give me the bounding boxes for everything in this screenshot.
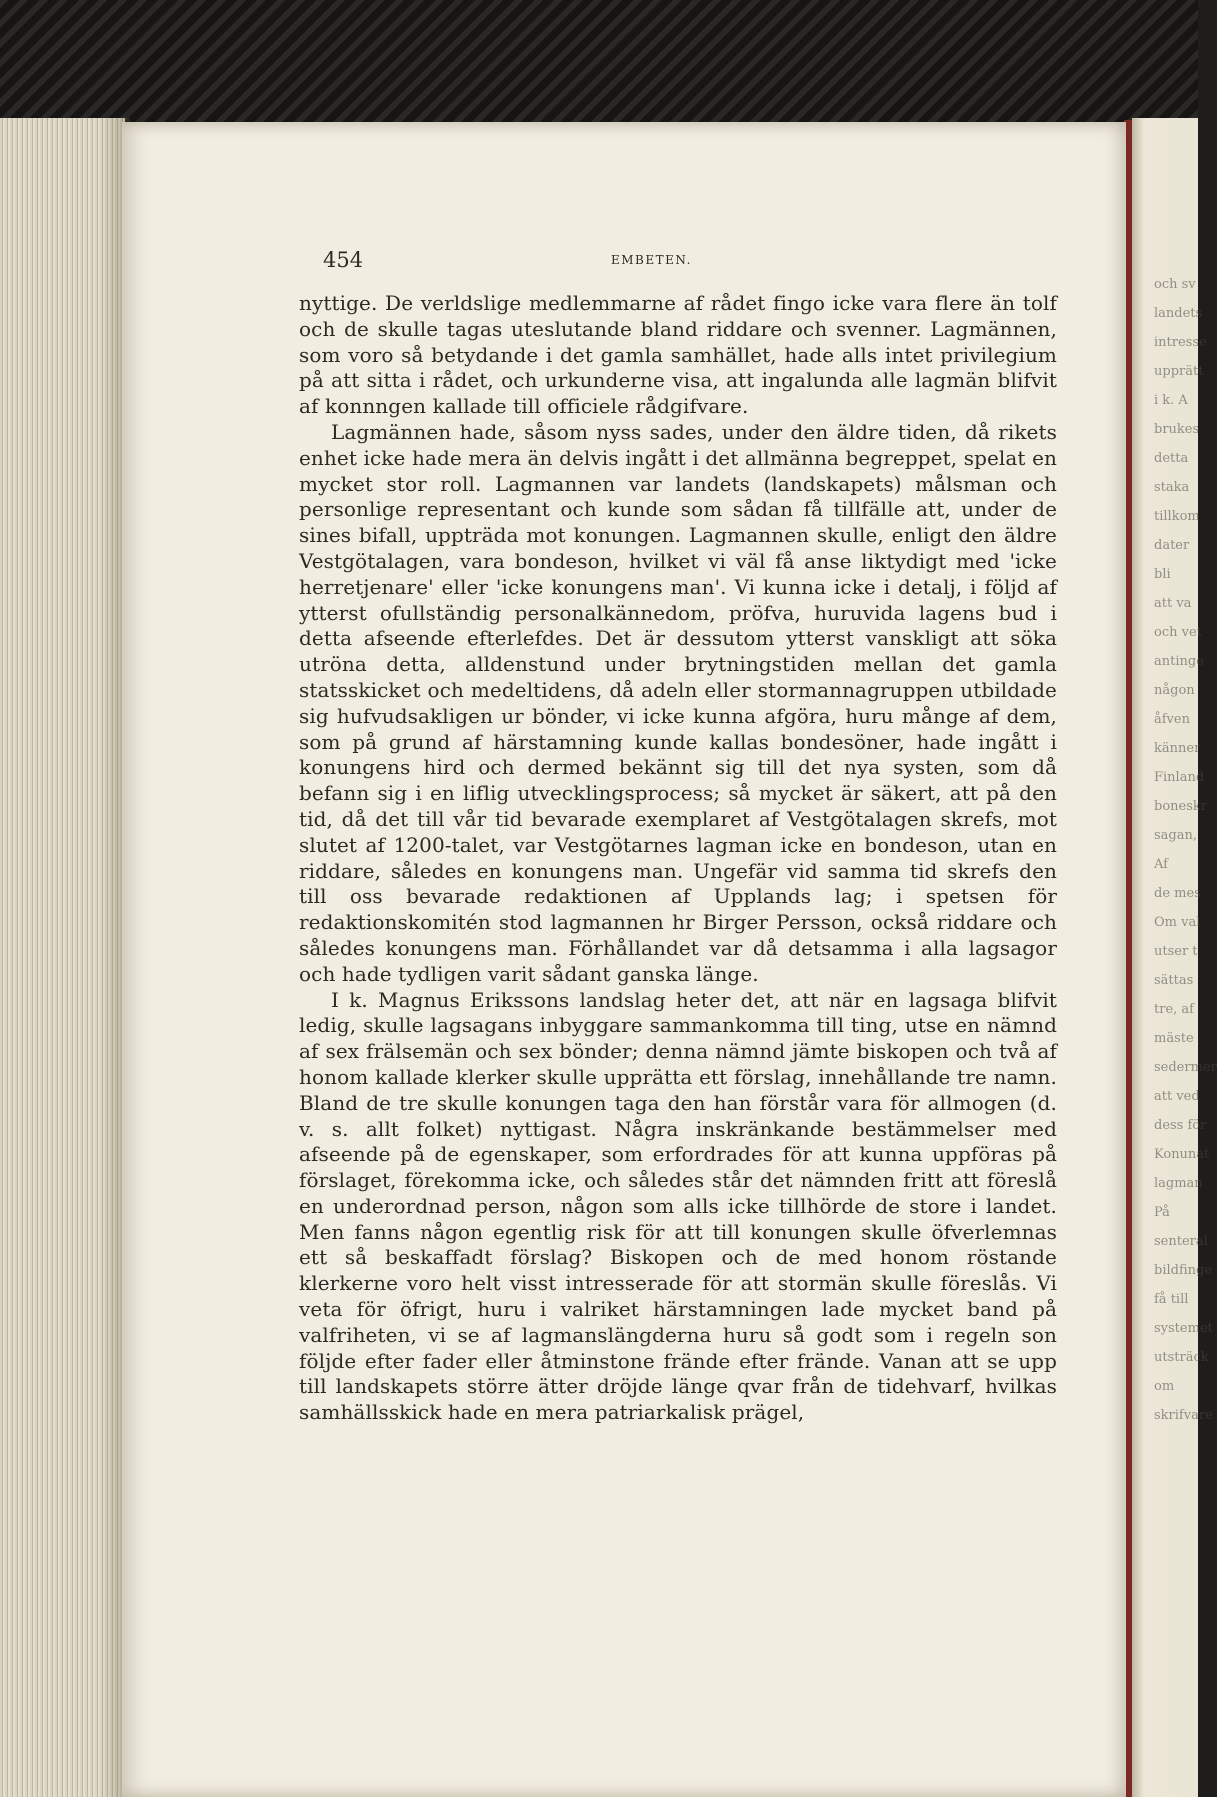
backdrop xyxy=(0,0,1198,140)
page-header xyxy=(323,248,718,276)
adjacent-page-text: och sv landets intresse upprätt i k. A brukes detta staka tillkom dater bli att va och vet antinge någon åfven känner Finland boneskr sagan, Af de mes Om val utser t sättas tre, af mäste sedermer att ved dess för Konunat lagman På senteral bildfinge få till systemet utsträck om skrifvare xyxy=(1154,277,1217,1423)
paragraph-1: nyttige. De verldslige medlemmarne af rådet fingo icke vara flere än tolf och de skulle tagas uteslutande bland riddare och svenner. Lagmännen, som voro så betydande i det gamla samhället, hade alls intet privilegium på att sitta i rådet, och urkunderne visa, att ingalunda alle lagmän blifvit af konnngen kallade till officiele rådgifvare. xyxy=(299,291,1057,419)
paragraph-2: Lagmännen hade, såsom nyss sades, under den äldre tiden, då rikets enhet icke hade mera än delvis ingått i det allmänna begreppet, spelat en mycket stor roll. Lagmannen var landets (landskapets) målsman och personlige representant och kunde som sådan få tillfälle att, under de sines bifall, uppträda mot konungen. Lagmannen skulle, enligt den äldre Vestgötalagen, vara bondeson, hvilket vi väl få anse liktydigt med 'icke herretjenare' eller 'icke konungens man'. Vi kunna icke i detalj, i följd af ytterst ofullständig personalkännedom, pröfva, huruvida lagens bud i detta afseende efterlefdes. Det är dessutom ytterst vanskligt att söka utröna detta, alldenstund under brytningstiden mellan det gamla statsskicket och medeltidens, då adeln eller stormannagruppen utbildade sig hufvudsakligen ur bönder, vi icke kunna afgöra, huru månge af dem, som på grund af härstamning kunde kallas bondesöner, hade ingått i konungens hird och dermed bekännt sig till det nya systen, som då befann sig i en liflig utvecklingsprocess; så mycket är säkert, att på den tid, då det till vår tid bevarade exemplaret af Vestgötalagen skrefs, mot slutet af 1200-talet, var Vestgötarnes lagman icke en bondeson, utan en riddare, således en konungens man. Ungefär vid samma tid skrefs den till oss bevarade redaktionen af Upplands lag; i spetsen för redaktionskomitén stod lagmannen hr Birger Persson, också riddare och således konungens man. Förhållandet var då detsamma i alla lagsagor och hade tydligen varit sådant ganska länge. xyxy=(299,419,1057,986)
body-text xyxy=(299,291,1057,1426)
page-number: 454 xyxy=(323,248,364,272)
paragraph-3: I k. Magnus Erikssons landslag heter det, att när en lagsaga blifvit ledig, skulle lagsagans inbyggare sammankomma till ting, utse en nämnd af sex frälsemän och sex bönder; denna nämnd jämte biskopen och två af honom kallade klerker skulle upprätta ett förslag, innehållande tre namn. Bland de tre skulle konungen taga den han förstår vara för allmogen (d. v. s. allt folket) nyttigast. Några inskränkande bestämmelser med afseende på de egenskaper, som erfordrades för att kunna uppföras på förslaget, förekomma icke, och således står det nämnden fritt att föreslå en underordnad person, någon som alls icke tillhörde de store i landet. Men fanns någon egentlig risk för att till konungen skulle öfverlemnas ett så beskaffadt förslag? Biskopen och de med honom röstande klerkerne voro helt visst intresserade för att stormän skulle föreslås. Vi veta för öfrigt, huru i valriket härstamningen lade mycket band på valfriheten, vi se af lagmanslängderna huru så godt som i regeln son följde efter fader eller åtminstone frände efter frände. Vanan att se upp till landskapets större ätter dröjde länge qvar från de tidehvarf, hvilkas samhällsskick hade en mera patriarkalisk prägel, xyxy=(299,987,1057,1425)
running-head: EMBETEN. xyxy=(611,253,692,267)
